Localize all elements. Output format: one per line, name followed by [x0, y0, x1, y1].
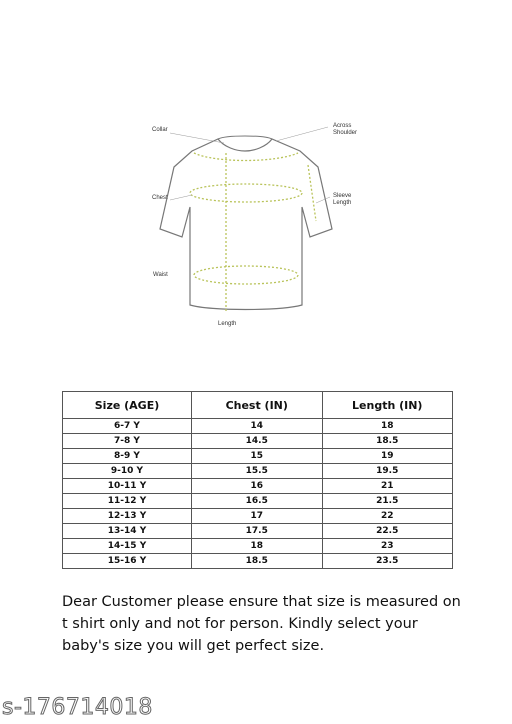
- across-shoulder-label: Across Shoulder: [333, 123, 358, 136]
- length-cell: 19.5: [322, 464, 453, 479]
- table-row: [63, 494, 453, 509]
- size-cell: 9-10 Y: [63, 464, 192, 479]
- chest-cell: 18: [192, 539, 323, 554]
- chest-leader: [170, 195, 192, 200]
- chest-cell: 14.5: [192, 434, 323, 449]
- chest-cell: 17.5: [192, 524, 323, 539]
- length-cell: 22: [322, 509, 453, 524]
- chest-cell: 15.5: [192, 464, 323, 479]
- collar-leader: [170, 133, 224, 143]
- table-row: [63, 554, 453, 569]
- chest-cell: 14: [192, 419, 323, 434]
- table-row: [63, 464, 453, 479]
- table-row: [63, 509, 453, 524]
- chest-cell: 16: [192, 479, 323, 494]
- sleeve-leader: [316, 197, 330, 203]
- length-cell: 23.5: [322, 554, 453, 569]
- size-cell: 13-14 Y: [63, 524, 192, 539]
- chest-label: Chest: [152, 195, 168, 201]
- chest-cell: 15: [192, 449, 323, 464]
- size-cell: 11-12 Y: [63, 494, 192, 509]
- collar-outline: [218, 136, 272, 139]
- table-row: [63, 419, 453, 434]
- size-chart-table: [62, 391, 453, 569]
- table-row: [63, 449, 453, 464]
- table-row: [63, 539, 453, 554]
- size-cell: 10-11 Y: [63, 479, 192, 494]
- size-cell: 15-16 Y: [63, 554, 192, 569]
- length-cell: 21: [322, 479, 453, 494]
- table-row: [63, 524, 453, 539]
- size-cell: 12-13 Y: [63, 509, 192, 524]
- table-row: [63, 434, 453, 449]
- product-id-watermark: s-176714018: [2, 695, 153, 720]
- header-chest: Chest (IN): [192, 392, 323, 419]
- length-cell: 18.5: [322, 434, 453, 449]
- size-cell: 8-9 Y: [63, 449, 192, 464]
- customer-note: Dear Customer please ensure that size is measured on t shirt only and not for person. Kindly select your baby's size you will get perfect size.: [62, 594, 461, 654]
- length-label: Length: [218, 321, 237, 327]
- length-cell: 22.5: [322, 524, 453, 539]
- length-cell: 18: [322, 419, 453, 434]
- sleeve-measure-line: [308, 165, 316, 221]
- table-row: [63, 479, 453, 494]
- chest-measure-ellipse: [190, 184, 302, 202]
- shoulder-leader: [276, 127, 328, 141]
- size-cell: 6-7 Y: [63, 419, 192, 434]
- sleeve-length-label: Sleeve Length: [333, 193, 352, 206]
- length-cell: 19: [322, 449, 453, 464]
- chest-cell: 16.5: [192, 494, 323, 509]
- size-cell: 14-15 Y: [63, 539, 192, 554]
- table-header-row: [63, 392, 453, 419]
- collar-label: Collar: [152, 127, 168, 133]
- chest-cell: 17: [192, 509, 323, 524]
- size-cell: 7-8 Y: [63, 434, 192, 449]
- header-length: Length (IN): [322, 392, 453, 419]
- tshirt-outline-drawing: [140, 115, 370, 335]
- length-cell: 21.5: [322, 494, 453, 509]
- chest-cell: 18.5: [192, 554, 323, 569]
- length-cell: 23: [322, 539, 453, 554]
- header-size: Size (AGE): [63, 392, 192, 419]
- waist-label: Waist: [153, 272, 168, 278]
- shoulder-measure-line: [194, 153, 298, 161]
- waist-measure-ellipse: [194, 266, 298, 284]
- tshirt-size-diagram: [140, 115, 370, 335]
